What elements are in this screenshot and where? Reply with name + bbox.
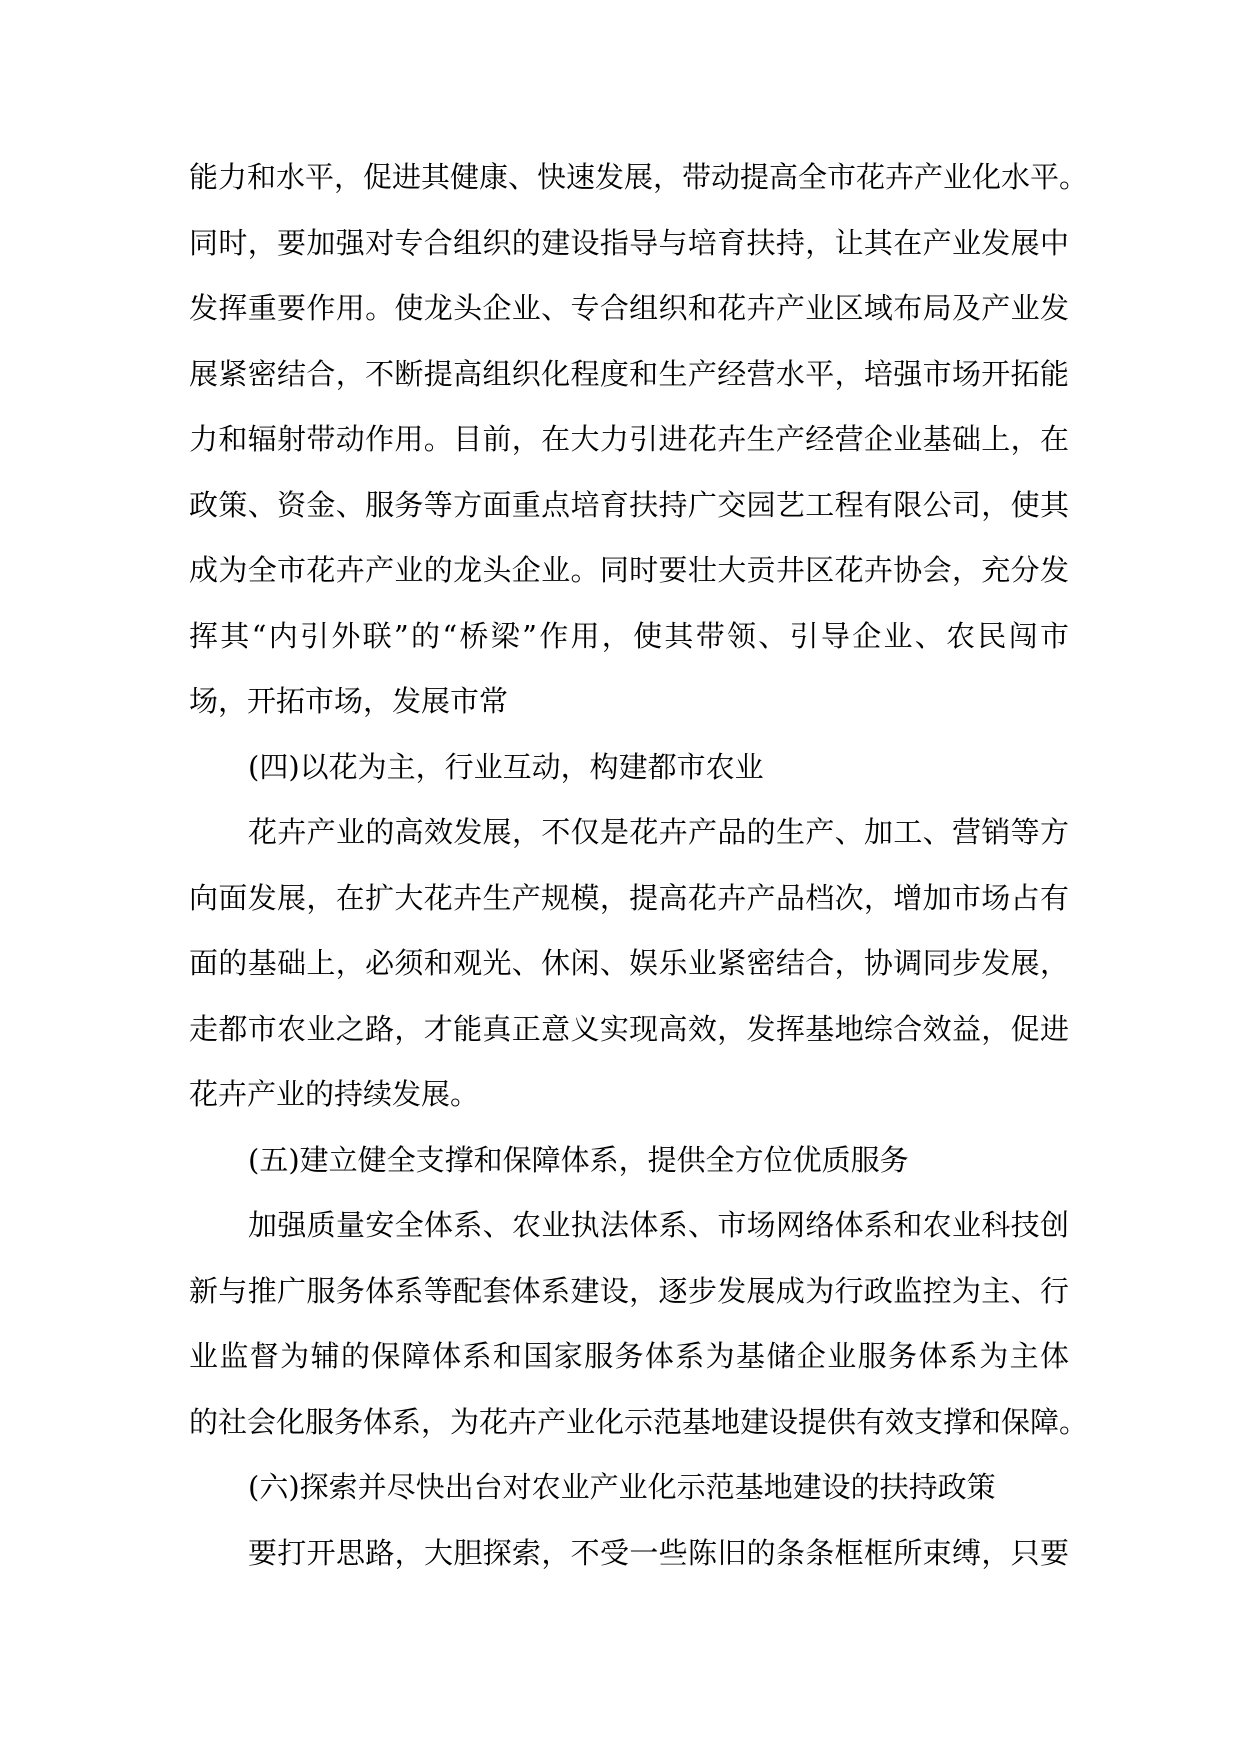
text-line: 发挥重要作用。使龙头企业、专合组织和花卉产业区域布局及产业发	[189, 291, 1069, 325]
text-line: 业监督为辅的保障体系和国家服务体系为基储企业服务体系为主体	[189, 1339, 1069, 1373]
text-line: 挥其“内引外联”的“桥梁”作用，使其带领、引导企业、农民闯市	[189, 618, 1069, 653]
text-line: 加强质量安全体系、农业执法体系、市场网络体系和农业科技创	[248, 1208, 1069, 1242]
document-body	[189, 155, 1089, 1596]
text-line: 同时，要加强对专合组织的建设指导与培育扶持，让其在产业发展中	[189, 225, 1069, 260]
text-line: 走都市农业之路，才能真正意义实现高效，发挥基地综合效益，促进	[189, 1011, 1069, 1046]
text-line: 能力和水平，促进其健康、快速发展，带动提高全市花卉产业化水平。	[189, 160, 1089, 194]
text-line: 新与推广服务体系等配套体系建设，逐步发展成为行政监控为主、行	[189, 1273, 1069, 1308]
section-heading-6: (六)探索并尽快出台对农业产业化示范基地建设的扶持政策	[248, 1470, 996, 1504]
section-heading-5: (五)建立健全支撑和保障体系，提供全方位优质服务	[248, 1142, 909, 1177]
text-line: 力和辐射带动作用。目前，在大力引进花卉生产经营企业基础上，在	[189, 422, 1069, 456]
text-line: 花卉产业的持续发展。	[189, 1077, 480, 1111]
text-line: 花卉产业的高效发展，不仅是花卉产品的生产、加工、营销等方	[248, 815, 1069, 849]
text-line: 场，开拓市场，发展市常	[189, 684, 509, 718]
section-heading-4: (四)以花为主，行业互动，构建都市农业	[248, 749, 764, 784]
text-line: 向面发展，在扩大花卉生产规模，提高花卉产品档次，增加市场占有	[189, 880, 1069, 915]
text-line: 的社会化服务体系，为花卉产业化示范基地建设提供有效支撑和保障。	[189, 1404, 1089, 1439]
text-line: 成为全市花卉产业的龙头企业。同时要壮大贡井区花卉协会，充分发	[189, 553, 1069, 587]
text-line: 政策、资金、服务等方面重点培育扶持广交园艺工程有限公司，使其	[189, 487, 1069, 522]
text-line: 要打开思路，大胆探索，不受一些陈旧的条条框框所束缚，只要	[248, 1535, 1069, 1570]
text-line: 面的基础上，必须和观光、休闲、娱乐业紧密结合，协调同步发展，	[189, 946, 1069, 980]
text-line: 展紧密结合，不断提高组织化程度和生产经营水平，培强市场开拓能	[189, 356, 1069, 391]
